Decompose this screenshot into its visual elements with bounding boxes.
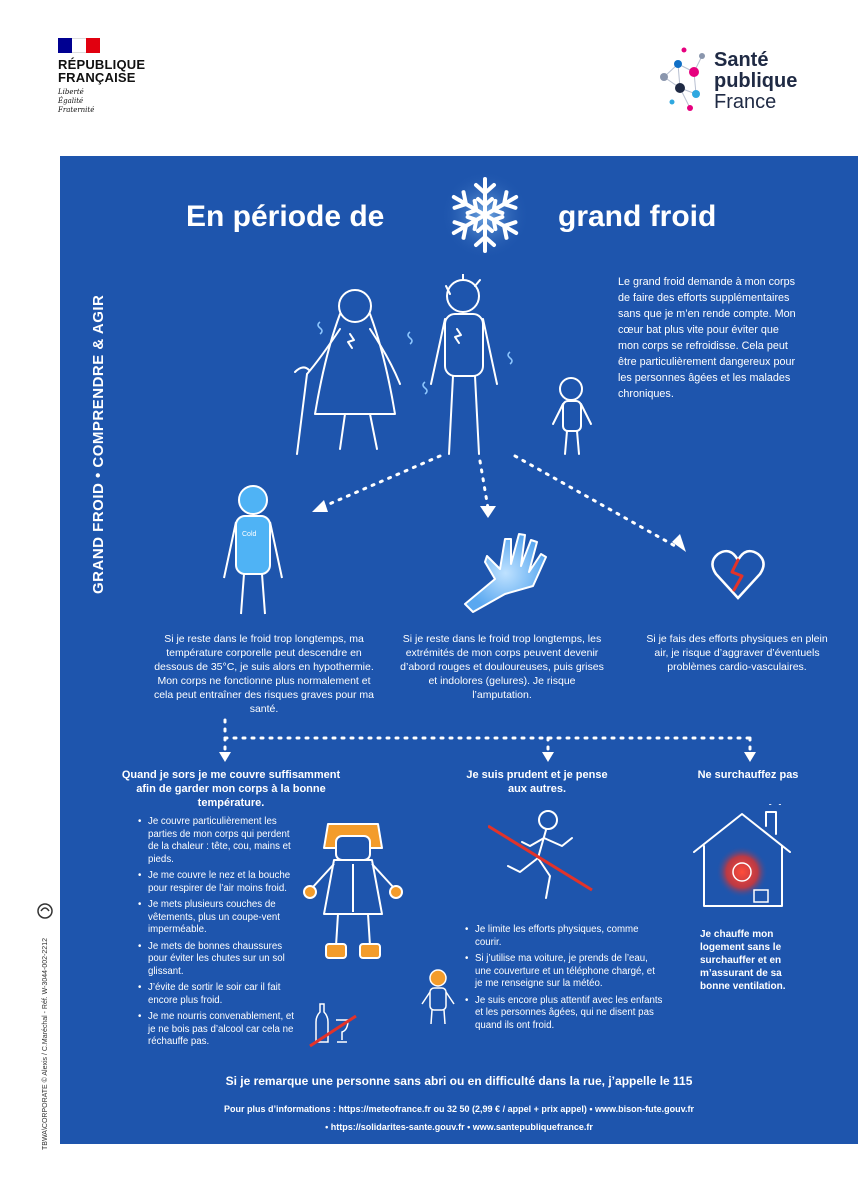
prudent-title: Je suis prudent et je pense aux autres. [466, 769, 608, 795]
info-links-line2[interactable]: • https://solidarites-sante.gouv.fr • www.santepubliquefrance.fr [325, 1122, 593, 1132]
action-arrows [210, 714, 770, 764]
no-running-figure [488, 806, 608, 906]
warm-house-icon [688, 804, 808, 914]
republic-name-line2: FRANÇAISE [58, 70, 136, 85]
spf-dots-icon [654, 42, 710, 122]
spf-line2: publique [714, 70, 798, 92]
heat-text: Je chauffe mon logement sans le surchauffer et en m’assurant de sa bonne ventilation. [700, 929, 786, 992]
risk-cardio-text: Si je fais des efforts physiques en plein air, je risque d’aggraver d’éventuels problèmes cardio-vasculaires. [646, 633, 828, 673]
marianne-flag-icon [58, 38, 100, 53]
side-label: GRAND FROID • COMPRENDRE & AGIR [90, 294, 107, 594]
spf-line3: France [714, 91, 777, 113]
cold-word: Cold [242, 531, 257, 538]
sante-publique-france-logo [654, 42, 824, 122]
bundled-person-figure [298, 818, 408, 968]
motto-liberte: Liberté [58, 88, 84, 96]
cover-item: • Je me nourris convenablement, et je ne bois pas d’alcool car cela ne réchauffe pas. [138, 1011, 296, 1049]
cover-item: • Je me couvre le nez et la bouche pour respirer de l’air moins froid. [138, 870, 296, 895]
prudent-item: • Je suis encore plus attentif avec les enfants et les personnes âgées, qui ne disent pas quand ils ont froid. [465, 995, 665, 1033]
no-alcohol-icon [308, 998, 358, 1048]
cover-item: • Je couvre particulièrement les parties de mon corps qui perdent de la chaleur : tête, cou, mains et pieds. [138, 816, 296, 866]
cover-item: • J’évite de sortir le soir car il fait encore plus froid. [138, 982, 296, 1007]
title-left: En période de [186, 200, 385, 233]
motto-egalite: Égalité [58, 97, 84, 105]
cover-title: Quand je sors je me couvre suffisamment afin de garder mon corps à la bonne température. [121, 769, 341, 809]
call-115-text: Si je remarque une personne sans abri ou en difficulté dans la rue, j’appelle le 115 [225, 1074, 693, 1088]
credit-text: TBWA\CORPORATE © Alexis / C.Maréchal - Réf. W-3044-002-2212 [42, 938, 49, 1150]
risk-frostbite-text: Si je reste dans le froid trop longtemps, les extrémités de mon corps peuvent devenir d’abord rouges et douloureuses, puis grises et indolores (gelures). Je risque l’amputation. [400, 633, 604, 701]
prudent-item: • Si j’utilise ma voiture, je prends de l’eau, une couverture et un téléphone chargé, et je me renseigne sur la météo. [465, 953, 665, 991]
spf-line1: Santé [714, 49, 769, 71]
prudent-item: • Je limite les efforts physiques, comme courir. [465, 924, 665, 949]
intro-text: Le grand froid demande à mon corps de faire des efforts supplémentaires sans que je m’en rende compte. Mon cœur bat plus vite pour éviter que mon corps se refroidisse. Cela peut être particulièrement dangereux pour les personnes âgées et les malades chroniques. [618, 276, 796, 400]
child-figure [418, 968, 458, 1028]
snowflake-icon [440, 170, 530, 260]
info-links-line1[interactable]: Pour plus d’informations : https://meteofrance.fr ou 32 50 (2,99 € / appel + prix appel) • www.bison-fute.gouv.fr [224, 1104, 694, 1114]
cover-list [138, 816, 296, 1053]
title-right: grand froid [558, 200, 717, 233]
people-illustration [285, 274, 605, 464]
cover-item: • Je mets de bonnes chaussures pour éviter les chutes sur un sol glissant. [138, 941, 296, 979]
hypothermia-figure [208, 478, 298, 618]
heat-title: Ne surchauffez pas [697, 769, 799, 781]
cover-item: • Je mets plusieurs couches de vêtements, plus un coupe-vent imperméable. [138, 899, 296, 937]
prudent-list [465, 924, 665, 1036]
republique-francaise-logo [58, 38, 178, 115]
motto-fraternite: Fraternité [58, 106, 95, 114]
republic-motto [58, 88, 178, 115]
republic-name-line1: RÉPUBLIQUE [58, 57, 146, 72]
info-panel [60, 156, 858, 1144]
risk-hypothermia-text: Si je reste dans le froid trop longtemps, ma température corporelle peut descendre en dessous de 35°C, je suis alors en hypothermie. Mon corps ne fonctionne plus normalement et cela peut entraîner des risques graves pour ma santé. [153, 633, 375, 715]
broken-heart-icon [708, 546, 768, 606]
frostbite-hand-icon [455, 524, 555, 614]
